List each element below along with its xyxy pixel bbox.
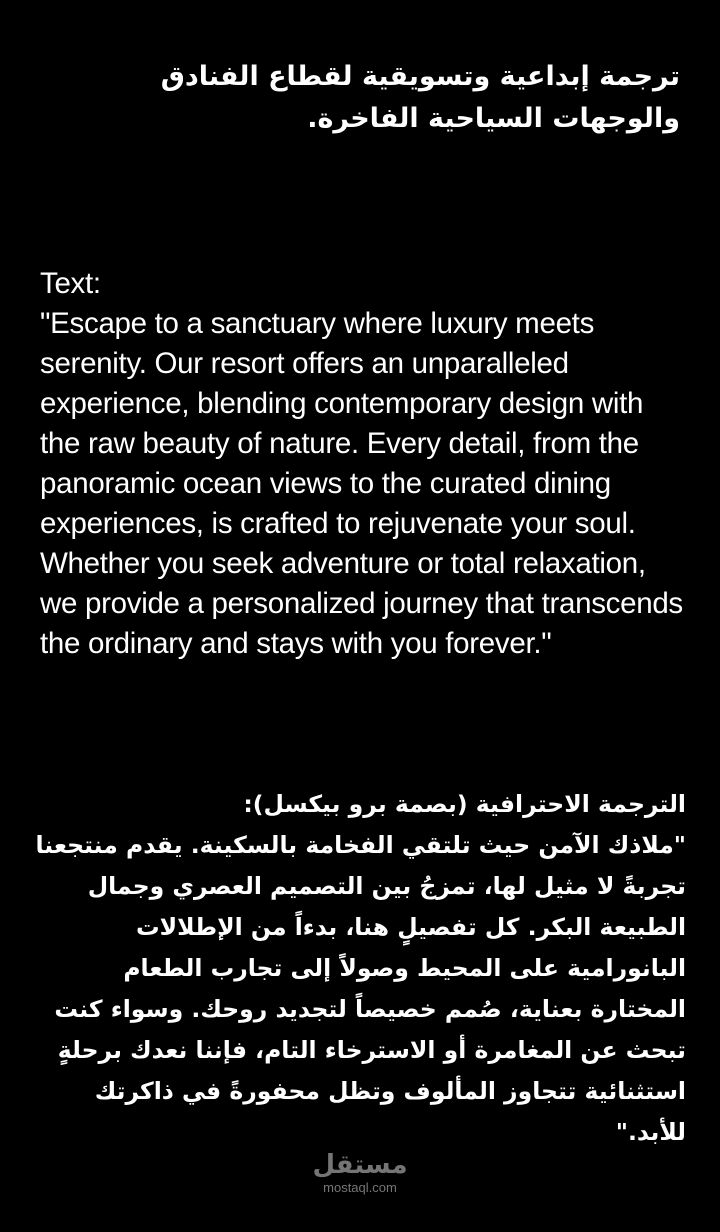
translation-section xyxy=(34,784,686,1153)
translation-paragraph: "ملاذك الآمن حيث تلتقي الفخامة بالسكينة. يقدم منتجعنا تجربةً لا مثيل لها، تمزجُ بين التصميم العصري وجمال الطبيعة البكر. كل تفصيلٍ هنا، بدءاً من الإطلالات البانورامية على المحيط وصولاً إلى تجارب الطعام المختارة بعناية، صُمم خصيصاً لتجديد روحك. وسواء كنت تبحث عن المغامرة أو الاسترخاء التام، فإننا نعدك برحلةٍ استثنائية تتجاوز المألوف وتظل محفورةً في ذاكرتك للأبد." xyxy=(35,831,686,1146)
arabic-heading: ترجمة إبداعية وتسويقية لقطاع الفنادق والوجهات السياحية الفاخرة. xyxy=(160,61,680,134)
source-text-paragraph: "Escape to a sanctuary where luxury meets serenity. Our resort offers an unparalleled experience, blending contemporary design with the raw beauty of nature. Every detail, from the panoramic ocean views to the curated dining experiences, is crafted to rejuvenate your soul. Whether you seek adventure or total relaxation, we provide a personalized journey that transcends the ordinary and stays with you forever." xyxy=(40,307,683,660)
watermark-latin: mostaql.com xyxy=(323,1180,397,1195)
source-text-label: Text: xyxy=(40,267,101,300)
source-text-section xyxy=(40,264,686,664)
translation-label: الترجمة الاحترافية (بصمة برو بيكسل): xyxy=(243,790,686,818)
mostaql-watermark xyxy=(300,1150,420,1196)
watermark-arabic: مستقل xyxy=(312,1150,408,1180)
